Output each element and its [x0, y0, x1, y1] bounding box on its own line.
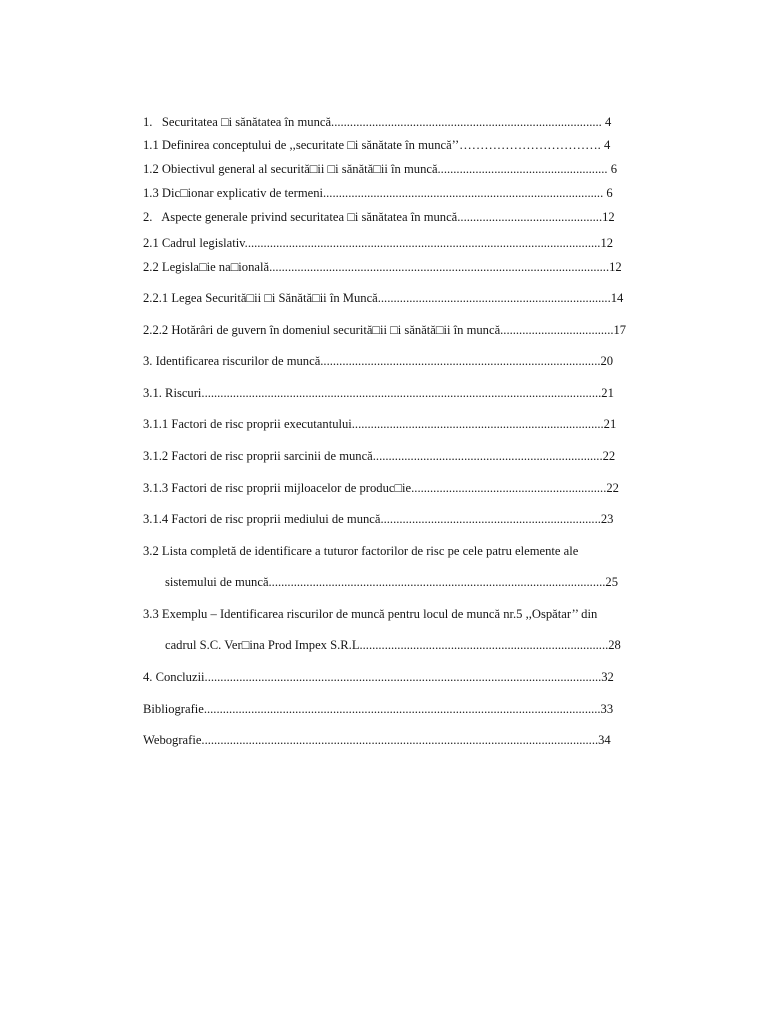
toc-entry-text: 1.2 Obiectivul general al securită□ii □i sănătă□ii în muncă...................................................... 6	[143, 162, 617, 176]
toc-entry-2-2-2	[143, 322, 626, 338]
toc-entry-text: 3.3 Exemplu – Identificarea riscurilor de muncă pentru locul de muncă nr.5 ,,Ospătar’’ din	[143, 607, 598, 621]
toc-entry-3-2	[143, 543, 578, 559]
toc-entry-1-3	[143, 185, 613, 201]
toc-entry-text: 3.1.3 Factori de risc proprii mijloacelor de produc□ie..............................................................22	[143, 481, 619, 495]
toc-entry-text: 2.2.1 Legea Securită□ii □i Sănătă□ii în Muncă..........................................................................14	[143, 291, 624, 305]
toc-entry-text: 4. Concluzii..............................................................................................................................32	[143, 670, 614, 684]
toc-entry-text: 2. Aspecte generale privind securitatea □i sănătatea în muncă..............................................12	[143, 210, 615, 224]
toc-entry-text: 1.3 Dic□ionar explicativ de termeni......................................................................................... 6	[143, 186, 613, 200]
toc-entry-text: 2.2 Legisla□ie na□ională............................................................................................................12	[143, 260, 622, 274]
toc-entry-text: 3.2 Lista completă de identificare a tuturor factorilor de risc pe cele patru elemente ale	[143, 544, 579, 558]
toc-entry-1-1	[143, 137, 610, 153]
toc-entry-text: sistemului de muncă...........................................................................................................25	[165, 575, 619, 589]
toc-entry-3-1-4	[143, 511, 613, 527]
toc-entry-text: 1. Securitatea □i sănătatea în muncă...................................................................................... 4	[143, 115, 612, 129]
toc-entry-3-1	[143, 385, 614, 401]
toc-entry-text: 3. Identificarea riscurilor de muncă.........................................................................................20	[143, 354, 614, 368]
toc-entry-text: Bibliografie..............................................................................................................................33	[143, 702, 614, 716]
toc-entry-3-1-3	[143, 480, 619, 496]
toc-entry-1-2	[143, 161, 617, 177]
toc-entry-text: 3.1.1 Factori de risc proprii executantului................................................................................21	[143, 417, 617, 431]
toc-entry-bibliografie	[143, 701, 613, 717]
toc-entry-2-2-1	[143, 290, 623, 306]
toc-entry-4	[143, 669, 614, 685]
toc-entry-text: 2.1 Cadrul legislativ.................................................................................................................12	[143, 236, 614, 250]
toc-entry-2	[143, 209, 615, 225]
toc-entry-text: 3.1. Riscuri...............................................................................................................................21	[143, 386, 614, 400]
toc-entry-3-1-1	[143, 416, 616, 432]
toc-entry-text: 2.2.2 Hotărâri de guvern în domeniul securită□ii □i sănătă□ii în muncă....................................17	[143, 323, 627, 337]
toc-entry-3	[143, 353, 613, 369]
toc-entry-text: cadrul S.C. Ver□ina Prod Impex S.R.L...............................................................................28	[165, 638, 621, 652]
toc-entry-2-1	[143, 235, 613, 251]
toc-entry-3-2-continued	[165, 574, 618, 590]
toc-entry-text: 3.1.4 Factori de risc proprii mediului de muncă......................................................................23	[143, 512, 614, 526]
toc-entry-1	[143, 114, 611, 130]
toc-entry-3-3	[143, 606, 597, 622]
toc-entry-3-1-2	[143, 448, 615, 464]
toc-entry-2-2	[143, 259, 622, 275]
toc-entry-text: Webografie..............................................................................................................................34	[143, 733, 611, 747]
toc-entry-text: 3.1.2 Factori de risc proprii sarcinii de muncă.........................................................................22	[143, 449, 616, 463]
toc-entry-webografie	[143, 732, 611, 748]
toc-entry-text: 1.1 Definirea conceptului de ,,securitate □i sănătate în muncă’’……………………………. 4	[143, 138, 611, 152]
toc-entry-3-3-continued	[165, 637, 621, 653]
